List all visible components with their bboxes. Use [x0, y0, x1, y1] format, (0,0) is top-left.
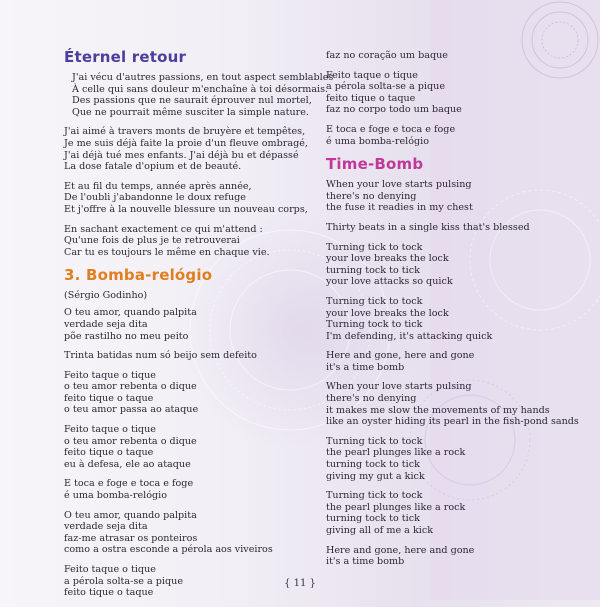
lyric-line: Turning tick to tock: [326, 435, 423, 447]
lyric-line: Turning tock to tick: [326, 319, 423, 331]
lyric-line: E toca e foge e toca e foge: [64, 478, 194, 490]
stanza: [326, 50, 566, 62]
lyric-line: é uma bomba-relógio: [326, 135, 429, 147]
lyric-line: turning tock to tick: [326, 513, 420, 525]
lyrics-bomba-relogio-continued: [326, 50, 566, 147]
lyrics-bomba-relogio: [64, 307, 314, 598]
stanza: [64, 181, 314, 216]
lyric-line: feito tique o taque: [64, 392, 154, 404]
stanza: [326, 222, 566, 234]
lyric-line: Turning tick to tock: [326, 241, 423, 253]
lyric-line: Feito taque o tique: [64, 369, 156, 381]
lyric-line: Et j'offre à la nouvelle blessure un nouveau corps,: [64, 203, 308, 215]
song-title-bomba-relogio: 3. Bomba-relógio: [64, 266, 213, 285]
lyric-line: eu à defesa, ele ao ataque: [64, 458, 191, 470]
lyric-line: the pearl plunges like a rock: [326, 501, 466, 513]
lyric-line: giving my gut a kick: [326, 470, 425, 482]
lyric-line: it makes me slow the movements of my hands: [326, 404, 550, 416]
lyric-line: Trinta batidas num só beijo sem defeito: [64, 350, 257, 362]
lyric-line: verdade seja dita: [64, 318, 148, 330]
lyric-line: À celle qui sans douleur m'enchaîne à toi désormais.: [72, 83, 329, 95]
lyric-line: Et au fil du temps, année après année,: [64, 180, 252, 192]
song-title-time-bomb: Time-Bomb: [326, 155, 424, 174]
stanza: [64, 224, 314, 259]
lyric-line: turning tock to tick: [326, 264, 420, 276]
stanza: [64, 370, 314, 416]
right-column: [326, 50, 579, 576]
stanza: [64, 307, 314, 342]
poem-eternel-retour: [64, 72, 334, 258]
poem-title-eternel-retour: Éternel retour: [64, 48, 187, 66]
lyric-line: J'ai aimé à travers monts de bruyère et tempêtes,: [64, 126, 306, 138]
stanza: [64, 126, 314, 172]
stanza: [326, 490, 566, 536]
stanza: [64, 424, 314, 470]
lyric-line: feito tique o taque: [64, 587, 154, 599]
stanza: [326, 436, 566, 482]
stanza: [326, 242, 566, 288]
stanza: [326, 70, 566, 116]
lyric-line: it's a time bomb: [326, 361, 405, 373]
page-number: { 11 }: [284, 578, 316, 589]
lyric-line: J'ai vécu d'autres passions, en tout aspect semblables: [72, 72, 334, 83]
lyric-line: feito tique o taque: [326, 92, 416, 104]
lyric-line: é uma bomba-relógio: [64, 490, 167, 502]
lyric-line: como a ostra esconde a pérola aos viveiros: [64, 544, 273, 556]
lyric-line: põe rastilho no meu peito: [64, 330, 189, 342]
stanza: [326, 381, 579, 428]
lyric-line: De l'oubli j'abandonne le doux refuge: [64, 192, 246, 204]
lyric-line: it's a time bomb: [326, 556, 405, 568]
lyric-line: When your love starts pulsing: [326, 381, 472, 393]
stanza: [64, 350, 314, 362]
lyric-line: Car tu es toujours le même en chaque vie.: [64, 246, 270, 258]
lyric-line: J'ai déjà tué mes enfants. J'ai déjà bu et dépassé: [64, 149, 299, 161]
lyric-line: Feito taque o tique: [64, 564, 156, 575]
lyric-line: Des passions que ne saurait éprouver nul mortel,: [72, 95, 312, 107]
lyrics-time-bomb: [326, 179, 579, 568]
lyric-line: La dose fatale d'opium et de beauté.: [64, 161, 242, 173]
lyric-line: your love attacks so quick: [326, 276, 453, 288]
lyric-line: like an oyster hiding its pearl in the fish-pond sands: [326, 416, 579, 428]
lyric-line: the fuse it readies in my chest: [326, 202, 473, 214]
lyric-line: your love breaks the lock: [326, 253, 449, 265]
lyric-line: Feito taque o tique: [326, 69, 418, 81]
lyric-line: En sachant exactement ce qui m'attend :: [64, 223, 263, 235]
left-column: [64, 48, 334, 607]
stanza: [64, 510, 314, 556]
lyric-line: feito tique o taque: [64, 447, 154, 459]
lyric-line: Here and gone, here and gone: [326, 544, 475, 556]
stanza: [326, 296, 566, 342]
lyric-line: When your love starts pulsing: [326, 179, 472, 191]
lyric-line: a pérola solta-se a pique: [326, 81, 445, 93]
lyric-line: o teu amor rebenta o dique: [64, 381, 197, 393]
lyric-line: O teu amor, quando palpita: [64, 509, 197, 521]
lyric-line: faz-me atrasar os ponteiros: [64, 532, 198, 544]
lyric-line: the pearl plunges like a rock: [326, 447, 466, 459]
lyric-line: Here and gone, here and gone: [326, 350, 475, 362]
lyric-line: Qu'une fois de plus je te retrouverai: [64, 235, 240, 247]
lyric-line: faz no corpo todo um baque: [326, 104, 462, 116]
lyric-line: turning tock to tick: [326, 459, 420, 471]
stanza: [326, 545, 566, 568]
lyric-line: Thirty beats in a single kiss that's blessed: [326, 221, 530, 233]
stanza: [326, 179, 566, 214]
lyric-line: O teu amor, quando palpita: [64, 307, 197, 319]
lyric-line: Je me suis déjà faite la proie d'un fleuve ombragé,: [64, 137, 308, 149]
stanza: [326, 350, 566, 373]
stanza: [326, 124, 566, 147]
lyric-line: a pérola solta-se a pique: [64, 575, 183, 587]
songwriter-credit: (Sérgio Godinho): [64, 290, 148, 302]
lyric-line: o teu amor passa ao ataque: [64, 404, 199, 416]
lyric-line: your love breaks the lock: [326, 307, 449, 319]
lyric-line: Turning tick to tock: [326, 490, 423, 502]
lyric-line: there's no denying: [326, 190, 417, 202]
lyric-line: Turning tick to tock: [326, 295, 423, 307]
lyric-line: o teu amor rebenta o dique: [64, 435, 197, 447]
lyric-line: verdade seja dita: [64, 521, 148, 533]
lyric-line: Feito taque o tique: [64, 424, 156, 436]
lyric-line: faz no coração um baque: [326, 50, 448, 61]
stanza: [64, 72, 334, 118]
lyric-line: giving all of me a kick: [326, 525, 434, 536]
lyric-line: there's no denying: [326, 393, 417, 405]
lyric-line: E toca e foge e toca e foge: [326, 123, 456, 135]
lyric-line: Que ne pourrait même susciter la simple nature.: [72, 106, 309, 118]
lyric-line: I'm defending, it's attacking quick: [326, 330, 493, 342]
stanza: [64, 478, 314, 501]
